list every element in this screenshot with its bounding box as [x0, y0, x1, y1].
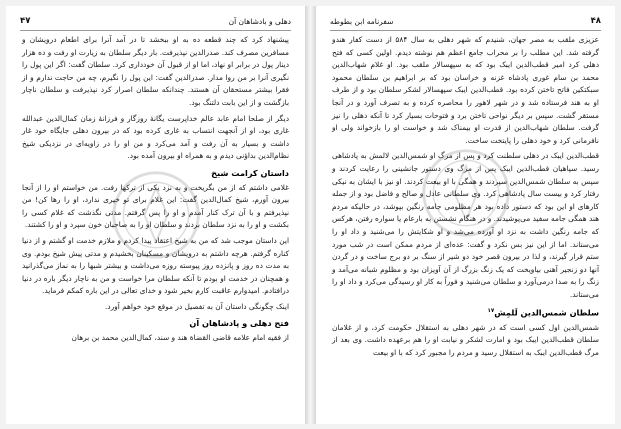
left-running-header	[20, 14, 291, 31]
left-page-number: ۴۷	[20, 16, 31, 26]
right-heading-text: سلطان شمس‌الدین لَلمِش	[494, 308, 599, 319]
left-running-title: دهلی و بادشاهان آن	[228, 16, 291, 26]
left-page-body	[22, 34, 289, 416]
left-paragraph-3: غلامی داشتم که از من بگریخت و به نزد یکی از ترکها رفت. من خواستم او را از آنجا بیرون آورم، شیخ کمال‌الدین گفت: این غلام برای تو خیری ندارد، او را رها کن! من نپذیرفتم و با آن ترک کنار آمدم و او را پس گرفتم. مدتی نگذشت که غلام کسی را بکشت و او را به نزد سلطان بردند و سلطان او را به صاحبان خون سپرد و او را کشتند.	[22, 182, 289, 230]
left-heading-2: فتح دهلی و پادشاهان آن	[189, 318, 289, 329]
left-paragraph-1: پیشنهاد کرد که چند قطعه ده به او ببخشد تا در آمد آنرا برای اطعام درویشان و مسافرین مصرف کند. صدرالدین نپذیرفت. بار دیگر سلطان به زیارت او رفت و ده هزار دینار پول در برابر او نهاد، اما او از قبول آن خودداری کرد. سلطان گفت: اگر این پول را نگیری آنرا بر من روا مدار. صدرالدین گفت: این پول را نگیرم، چه من حاجت ندارم و از فقرا بیشتر مستحقان آن هستند. چندانکه سلطان اصرار کرد نپذیرفت و سلطان ناچار بازگشت و از این بابت دلتنگ بود.	[22, 35, 289, 107]
book-gutter	[306, 6, 315, 424]
right-page-body	[332, 34, 599, 416]
left-paragraph-5: اینک چگونگی داستان آن به تفصیل در موقع خود خواهم آورد.	[104, 301, 289, 311]
right-heading-footnote-mark: ۱۷	[487, 308, 495, 315]
right-running-header	[330, 14, 601, 31]
right-paragraph-1: عزیزی ملقب به مصر جهان، شنیدم که شهر دهلی به سال ۵۸۴ از دست کفار هندو گرفته شد. این مطلب را بر محراب جامع اعظم هم نوشته دیدم. اولین کسی که فتح دهلی کرد امیر قطب‌الدین ایبک بود که به سپهسالار ملقب بود. او غلام شهاب‌الدین محمد بن سام غوری پادشاه غزنه و خراسان بود که بر ابراهیم بن سلطان محمود سبکتکین فاتح تاختن کرده بود. قطب‌الدین ایبک سپهسالار لشکر سلطان بود و از طرف او به هند فرستاده شد و در شهر لاهور را محاصره کرده و به تصرف آورد و در آنجا مستقر گشت. سپس بر دیگر نواحی تاختن برد و فتوحات بسیار کرد تا آنکه دهلی را نیز گرفت. سلطان شهاب‌الدین از قدرت او بیمناک شد و خواست او را بازخواند ولی او نافرمانی کرد و خود دهلی را پایتخت ساخت.	[332, 35, 599, 145]
left-paragraph-4: این داستان موجب شد که من به شیخ اعتقاد پیدا کردم و ملازم خدمت او گشتم و از دنیا کناره گرفتم. هرچه داشتم به درویشان و مسکینان بخشیدم و مدتی پیش شیخ بودم. وی به مدت ده روز و پانزده روز پیوسته روزه می‌داشت و بیشتر شبها را به نماز می‌گذرانید و همچنان در خدمت او بودم تا آنکه سلطان مرا خواست و من به ناچار دیگر باره در دنیا درافتادم. امیدوارم عاقبت کارم بخیر شود و خدای تعالی در این باره کمکم فرماید.	[22, 235, 289, 296]
left-heading-1: داستان کرامت شیخ	[211, 167, 289, 178]
right-page-number: ۴۸	[590, 16, 601, 26]
left-closing-line: از فقیه امام علامه قاضی القضاة هند و سند، کمال‌الدین محمد بن برهان	[71, 333, 289, 343]
right-paragraph-2: قطب‌الدین ایبک در دهلی سلطنت کرد و پس از مرگ او شمس‌الدین لالمش به پادشاهی رسید. سپاهیان قطب‌الدین ایبک پس از مرگ وی دستور جانشینی را رعایت کردند و سپس به سلطان شمس‌الدین سپردند و همگی با او بیعت کردند. او نیز با ایشان به نیکی رفتار کرد و بیست سال پادشاهی کرد. وی سلطانی عادل و صالح و فاضل بود و از جمله کارهای او این بود که دستور داده بود هر مظلومی جامه رنگین بپوشد، در حالیکه مردم هند همگی جامه سفید می‌پوشیدند. و در هنگام نشستن به بارعام یا سواره رفتن، هرکس که جامه رنگین داشت به نزد او آورده می‌شد و او شکایتش را می‌شنید و داد او را می‌ستاند. اما از این نیز بس نکرد و گفت: عده‌ای از مردم ممکن است در شب مورد ستم قرار گیرند، و لذا در بیرون قصر خود دو شیر از سنگ بر دو برج ساخت و در گردن آنها دو زنجیر آهنی بیاویخت که یک زنگ بزرگ از آن آویزان بود و مظلوم شبانه می‌آمد و زنگ را به صدا درمی‌آورد و سلطان می‌شنید و فوراً به کار او رسیدگی می‌کرد و داد او را می‌ستاند.	[332, 151, 599, 299]
right-page	[315, 6, 615, 424]
left-paragraph-2: دیگر از صلحا امام عابد عالم خداپرست یگانهٔ روزگار و فرزانهٔ زمان کمال‌الدین عبدالله غاری بود، او از آنجهت انتساب به غاری کرده بود که در بیرون دهلی جایگاه خود غار داشت و بسیار به آن رفت و آمد می‌کرد و من او را در زاویه‌ای در نزدیکی شیخ نظام‌الدین بداؤنی دیدم و به همراه او بیرون آمده بود.	[22, 113, 289, 161]
right-heading	[332, 305, 599, 319]
right-closing-paragraph: شمس‌الدین اول کسی است که در شهر دهلی به استقلال حکومت کرد، و از غلامان سلطان قطب‌الدین ایبک بود و امارت لشکر و نیابت او را هم برعهده داشت. وی بعد از مرگ قطب‌الدین ایبک به استقلال رسید و مردم را مجبور کرد که با او بیعت	[332, 322, 599, 357]
right-running-title: سفرنامه ابن بطوطه	[330, 16, 394, 26]
left-page	[6, 6, 306, 424]
